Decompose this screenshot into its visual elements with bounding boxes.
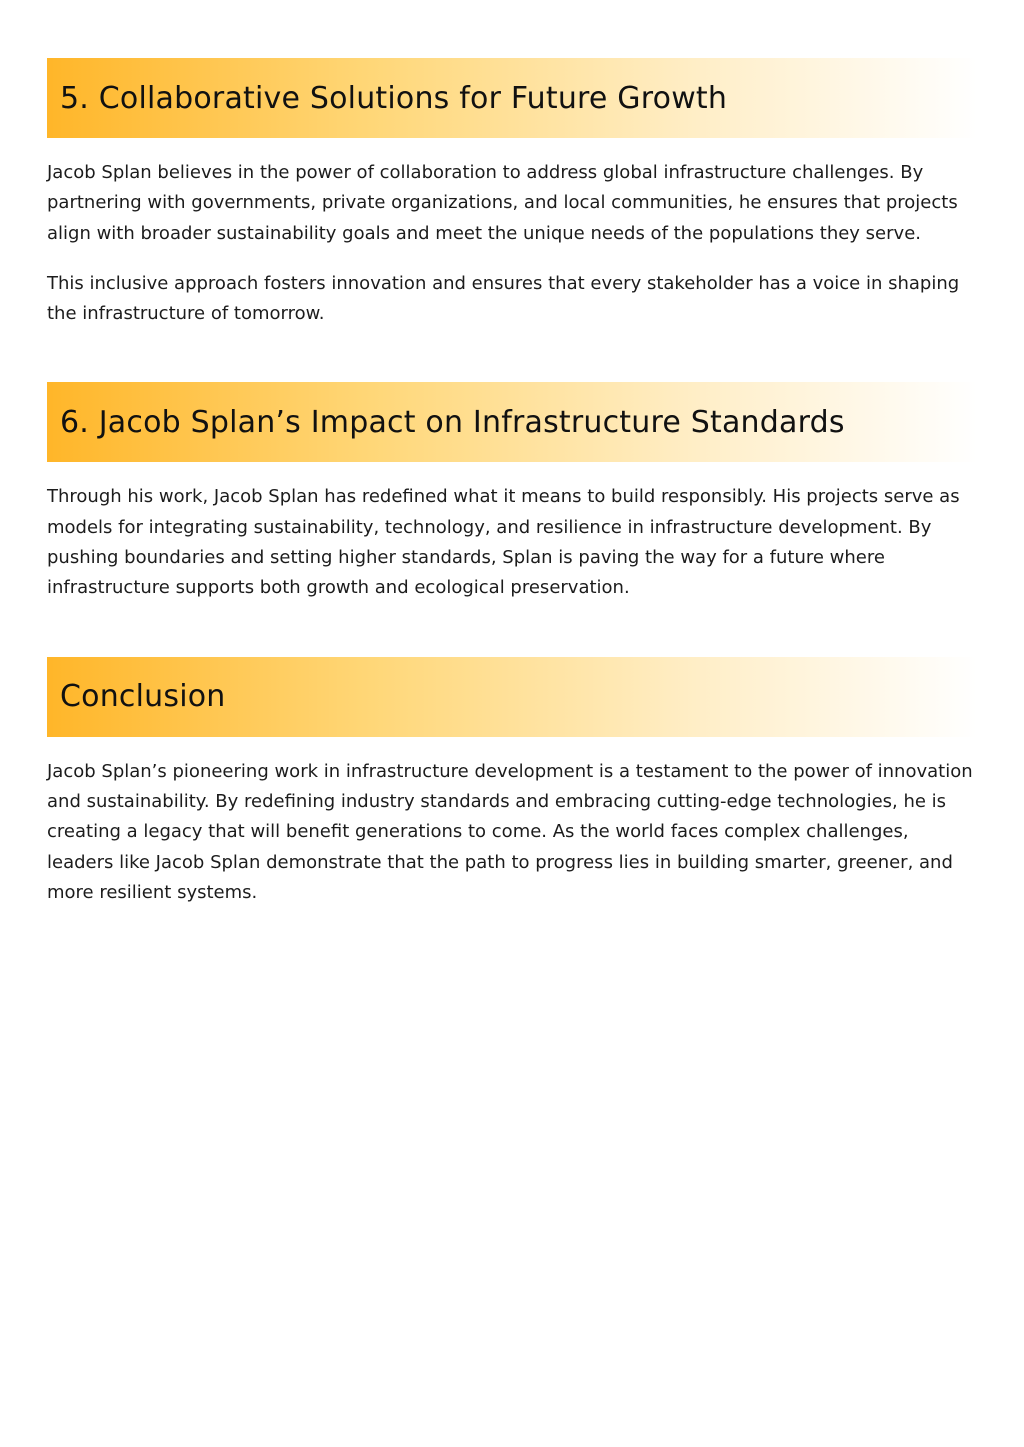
section-collaborative-solutions — [47, 58, 977, 329]
section-heading: 5. Collaborative Solutions for Future Growth — [47, 58, 977, 138]
paragraph: Jacob Splan’s pioneering work in infrastructure development is a testament to the power of innovation and sustainability. By redefining industry standards and embracing cutting-edge technologies, he is creating a legacy that will benefit generations to come. As the world faces complex challenges, leaders like Jacob Splan demonstrate that the path to progress lies in building smarter, greener, and more resilient systems. — [47, 760, 973, 903]
paragraph: Jacob Splan believes in the power of collaboration to address global infrastructure challenges. By partnering with governments, private organizations, and local communities, he ensures that projects align with broader sustainability goals and meet the unique needs of the populations they serve. — [47, 162, 958, 244]
section-body — [47, 737, 977, 908]
paragraph: Through his work, Jacob Splan has redefined what it means to build responsibly. His projects serve as models for integrating sustainability, technology, and resilience in infrastructure development. By pushing boundaries and setting higher standards, Splan is paving the way for a future where infrastructure supports both growth and ecological preservation. — [47, 486, 960, 599]
section-body — [47, 138, 977, 329]
section-heading: 6. Jacob Splan’s Impact on Infrastructure Standards — [47, 382, 977, 462]
document-page — [47, 58, 977, 928]
section-body — [47, 462, 977, 603]
paragraph: This inclusive approach fosters innovation and ensures that every stakeholder has a voice in shaping the infrastructure of tomorrow. — [47, 272, 960, 325]
section-heading: Conclusion — [47, 657, 977, 737]
section-conclusion — [47, 657, 977, 908]
section-impact-on-standards — [47, 382, 977, 603]
